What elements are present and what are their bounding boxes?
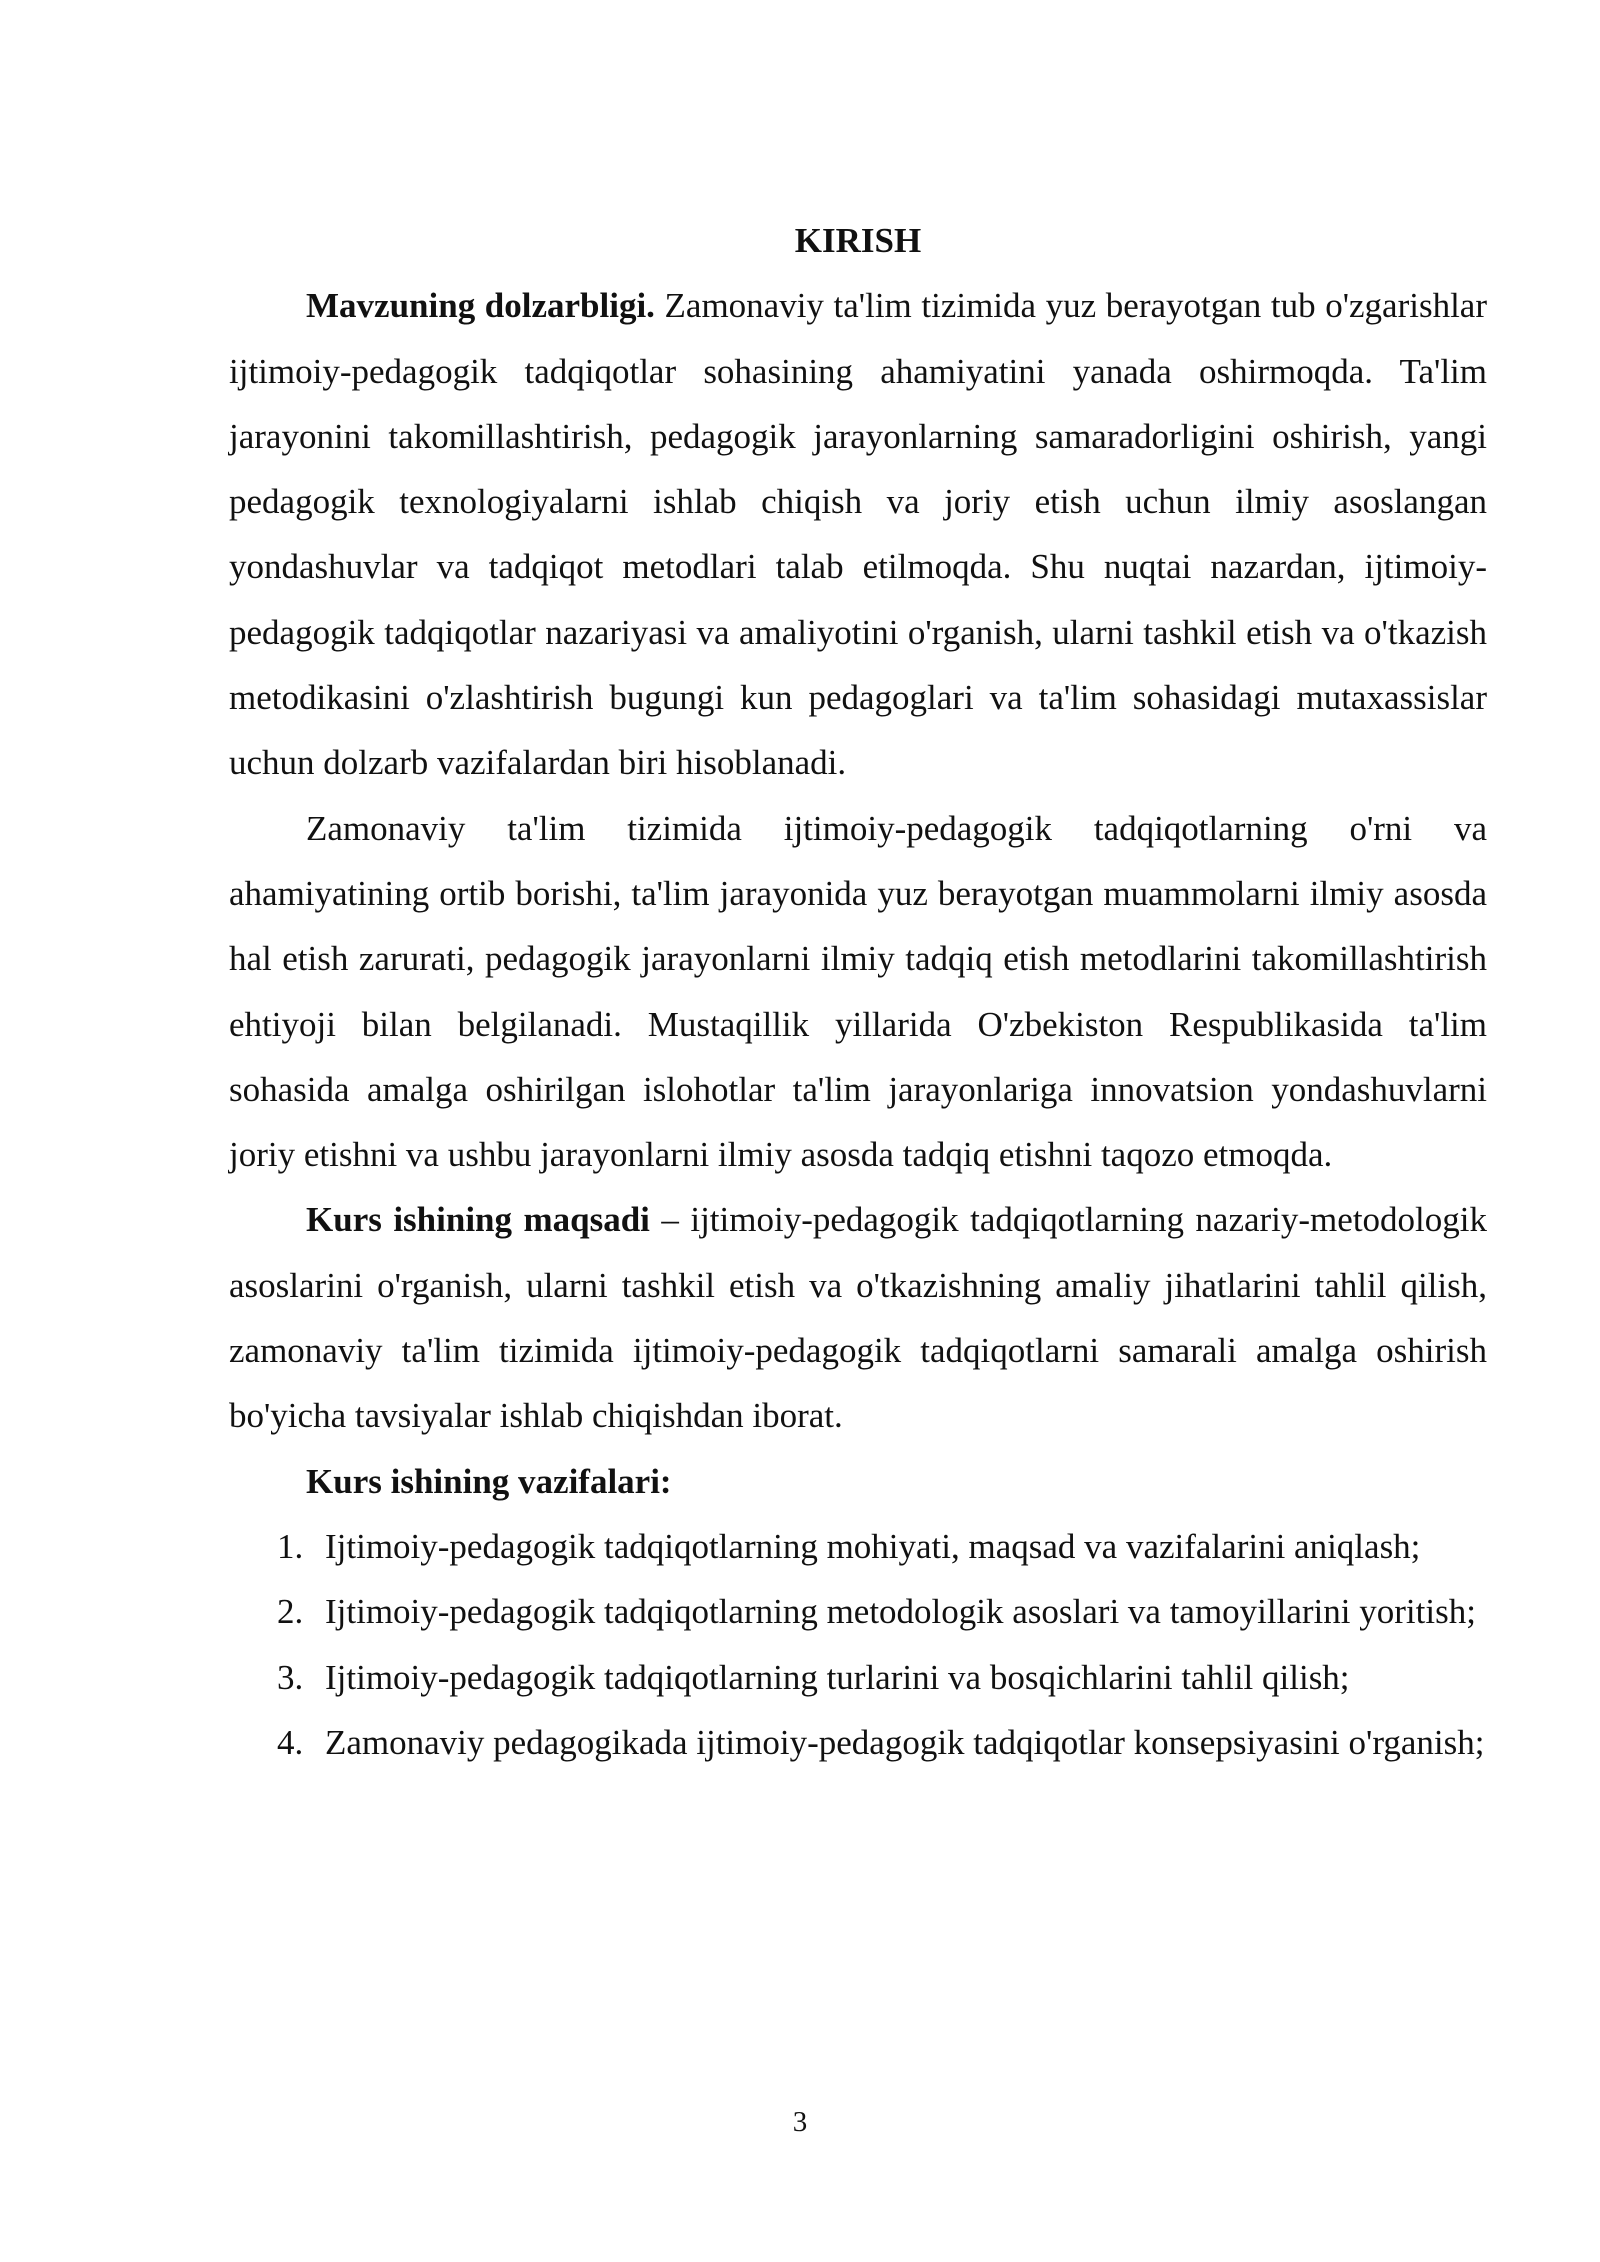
page-title: KIRISH (794, 221, 922, 260)
goal-label: Kurs ishining maqsadi (306, 1200, 650, 1240)
relevance-text: Zamonaviy ta'lim tizimida yuz berayotgan tub o'zgarishlar ijtimoiy-pedagogik tadqiqotlar sohasining ahamiyatini yanada oshirmoqda. Ta'lim jarayonini takomillashtirish, pedagogik jarayonlarning samaradorligini oshirish, yangi pedagogik texnologiyalarni ishlab chiqish va joriy etish uchun ilmiy asoslangan yondashuvlar va tadqiqot metodlari talab etilmoqda. Shu nuqtai nazardan, ijtimoiy-pedagogik tadqiqotlar nazariyasi va amaliyotini o'rganish, ularni tashkil etish va o'tkazish metodikasini o'zlashtirish bugungi kun pedagoglari va ta'lim sohasidagi mutaxassislar uchun dolzarb vazifalardan biri hisoblanadi. (229, 286, 1487, 783)
tasks-list (229, 1514, 1487, 1775)
context-text: Zamonaviy ta'lim tizimida ijtimoiy-pedagogik tadqiqotlarning o'rni va ahamiyatining ortib borishi, ta'lim jarayonida yuz berayotgan muammolarni ilmiy asosda hal etish zarurati, pedagogik jarayonlarni ilmiy tadqiq etish metodlarini takomillashtirish ehtiyoji bilan belgilanadi. Mustaqillik yillarida O'zbekiston Respublikasida ta'lim sohasida amalga oshirilgan islohotlar ta'lim jarayonlariga innovatsion yondashuvlarni joriy etishni va ushbu jarayonlarni ilmiy asosda tadqiq etishni taqozo etmoqda. (229, 808, 1487, 1175)
paragraph-context (229, 796, 1487, 1188)
list-item-text: Ijtimoiy-pedagogik tadqiqotlarning metodologik asoslari va tamoyillarini yoritish; (325, 1592, 1476, 1632)
list-item (229, 1645, 1487, 1710)
relevance-label: Mavzuning dolzarbligi. (306, 286, 655, 326)
tasks-heading: Kurs ishining vazifalari: (306, 1461, 672, 1501)
paragraph-goal (229, 1187, 1487, 1448)
goal-text: – ijtimoiy-pedagogik tadqiqotlarning nazariy-metodologik asoslarini o'rganish, ularni tashkil etish va o'tkazishning amaliy jihatlarini tahlil qilish, zamonaviy ta'lim tizimida ijtimoiy-pedagogik tadqiqotlarni samarali amalga oshirish bo'yicha tavsiyalar ishlab chiqishdan iborat. (229, 1200, 1487, 1436)
list-item (229, 1579, 1487, 1644)
list-item-number: 4. (277, 1722, 304, 1762)
list-item-text: Ijtimoiy-pedagogik tadqiqotlarning mohiyati, maqsad va vazifalarini aniqlash; (325, 1526, 1421, 1566)
list-item (229, 1710, 1487, 1775)
page-content (229, 208, 1487, 1775)
list-item (229, 1514, 1487, 1579)
list-item-text: Zamonaviy pedagogikada ijtimoiy-pedagogik tadqiqotlar konsepsiyasini o'rganish; (325, 1722, 1485, 1762)
list-item-number: 1. (277, 1526, 304, 1566)
page-number: 3 (792, 2106, 808, 2138)
list-item-number: 3. (277, 1657, 304, 1697)
list-item-number: 2. (277, 1592, 304, 1632)
paragraph-relevance (229, 273, 1487, 795)
list-item-text: Ijtimoiy-pedagogik tadqiqotlarning turlarini va bosqichlarini tahlil qilish; (325, 1657, 1350, 1697)
